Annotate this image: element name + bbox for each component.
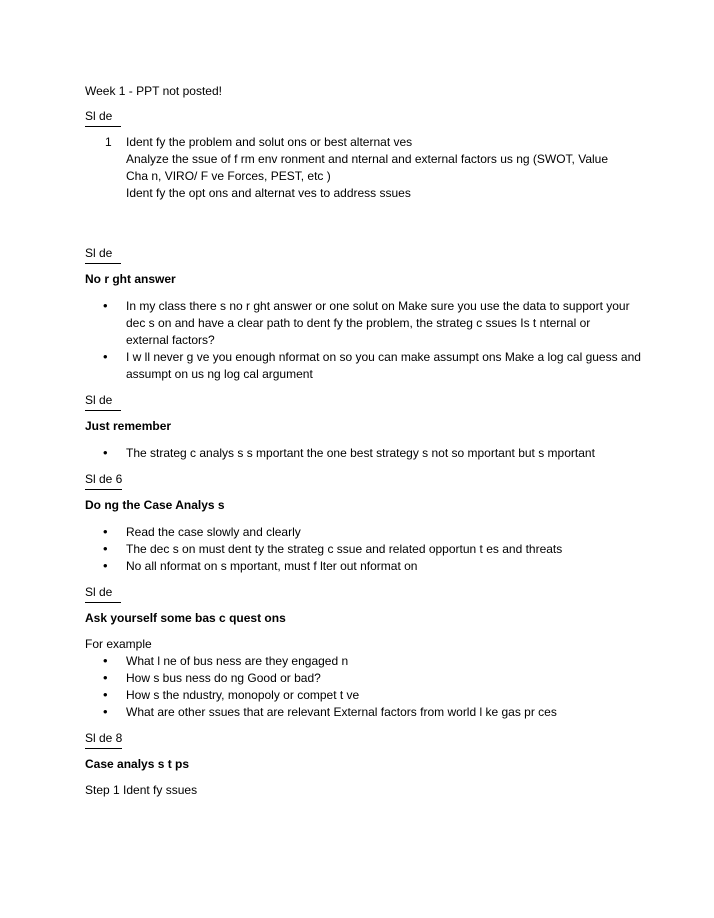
bullet-icon: • (103, 298, 108, 313)
slide-label: Sl de (85, 585, 121, 603)
bullet-line: What are other ssues that are relevant External factors from world l ke gas pr ces (126, 705, 557, 719)
bullet-icon: • (103, 687, 108, 702)
section-heading: Ask yourself some bas c quest ons (85, 611, 286, 625)
bullet-line: Read the case slowly and clearly (126, 525, 301, 539)
section-heading: Case analys s t ps (85, 757, 190, 771)
section-heading: Just remember (85, 419, 172, 433)
bullet-line: How s bus ness do ng Good or bad? (126, 671, 321, 685)
list-item-line: Analyze the ssue of f rm env ronment and nternal and external factors us ng (SWOT, Value (126, 152, 609, 166)
bullet-line: No all nformat on s mportant, must f lter out nformat on (126, 559, 418, 573)
bullet-icon: • (103, 541, 108, 556)
bullet-line: How s the ndustry, monopoly or compet t ve (126, 688, 360, 702)
document-title: Week 1 - PPT not posted! (85, 84, 222, 98)
slide-label: Sl de (85, 393, 121, 411)
bullet-line: What l ne of bus ness are they engaged n (126, 654, 349, 668)
section-heading: No r ght answer (85, 272, 176, 286)
bullet-icon: • (103, 558, 108, 573)
slide-label: Sl de 8 (85, 731, 122, 749)
bullet-icon: • (103, 349, 108, 364)
bullet-icon: • (103, 445, 108, 460)
bullet-line: assumpt on us ng log cal argument (126, 367, 313, 381)
bullet-line: In my class there s no r ght answer or one solut on Make sure you use the data to support your (126, 299, 630, 313)
slide-label: Sl de (85, 109, 121, 127)
intro-text: For example (85, 637, 152, 651)
slide-label: Sl de 6 (85, 472, 122, 490)
section-heading: Do ng the Case Analys s (85, 498, 225, 512)
bullet-line: The dec s on must dent ty the strateg c ssue and related opportun t es and threats (126, 542, 563, 556)
slide-label: Sl de (85, 246, 121, 264)
list-item-line: Ident fy the opt ons and alternat ves to address ssues (126, 186, 411, 200)
bullet-icon: • (103, 524, 108, 539)
bullet-line: dec s on and have a clear path to dent fy the problem, the strateg c ssues Is t nternal or (126, 316, 591, 330)
list-item-line: Cha n, VIRO/ F ve Forces, PEST, etc ) (126, 169, 331, 183)
bullet-icon: • (103, 704, 108, 719)
bullet-icon: • (103, 653, 108, 668)
list-number: 1 (105, 135, 112, 149)
list-item-line: Ident fy the problem and solut ons or best alternat ves (126, 135, 413, 149)
bullet-line: external factors? (126, 333, 215, 347)
bullet-icon: • (103, 670, 108, 685)
bullet-line: I w ll never g ve you enough nformat on so you can make assumpt ons Make a log cal guess and (126, 350, 641, 364)
bullet-line: The strateg c analys s s mportant the one best strategy s not so mportant but s mportant (126, 446, 595, 460)
step-text: Step 1 Ident fy ssues (85, 783, 198, 797)
